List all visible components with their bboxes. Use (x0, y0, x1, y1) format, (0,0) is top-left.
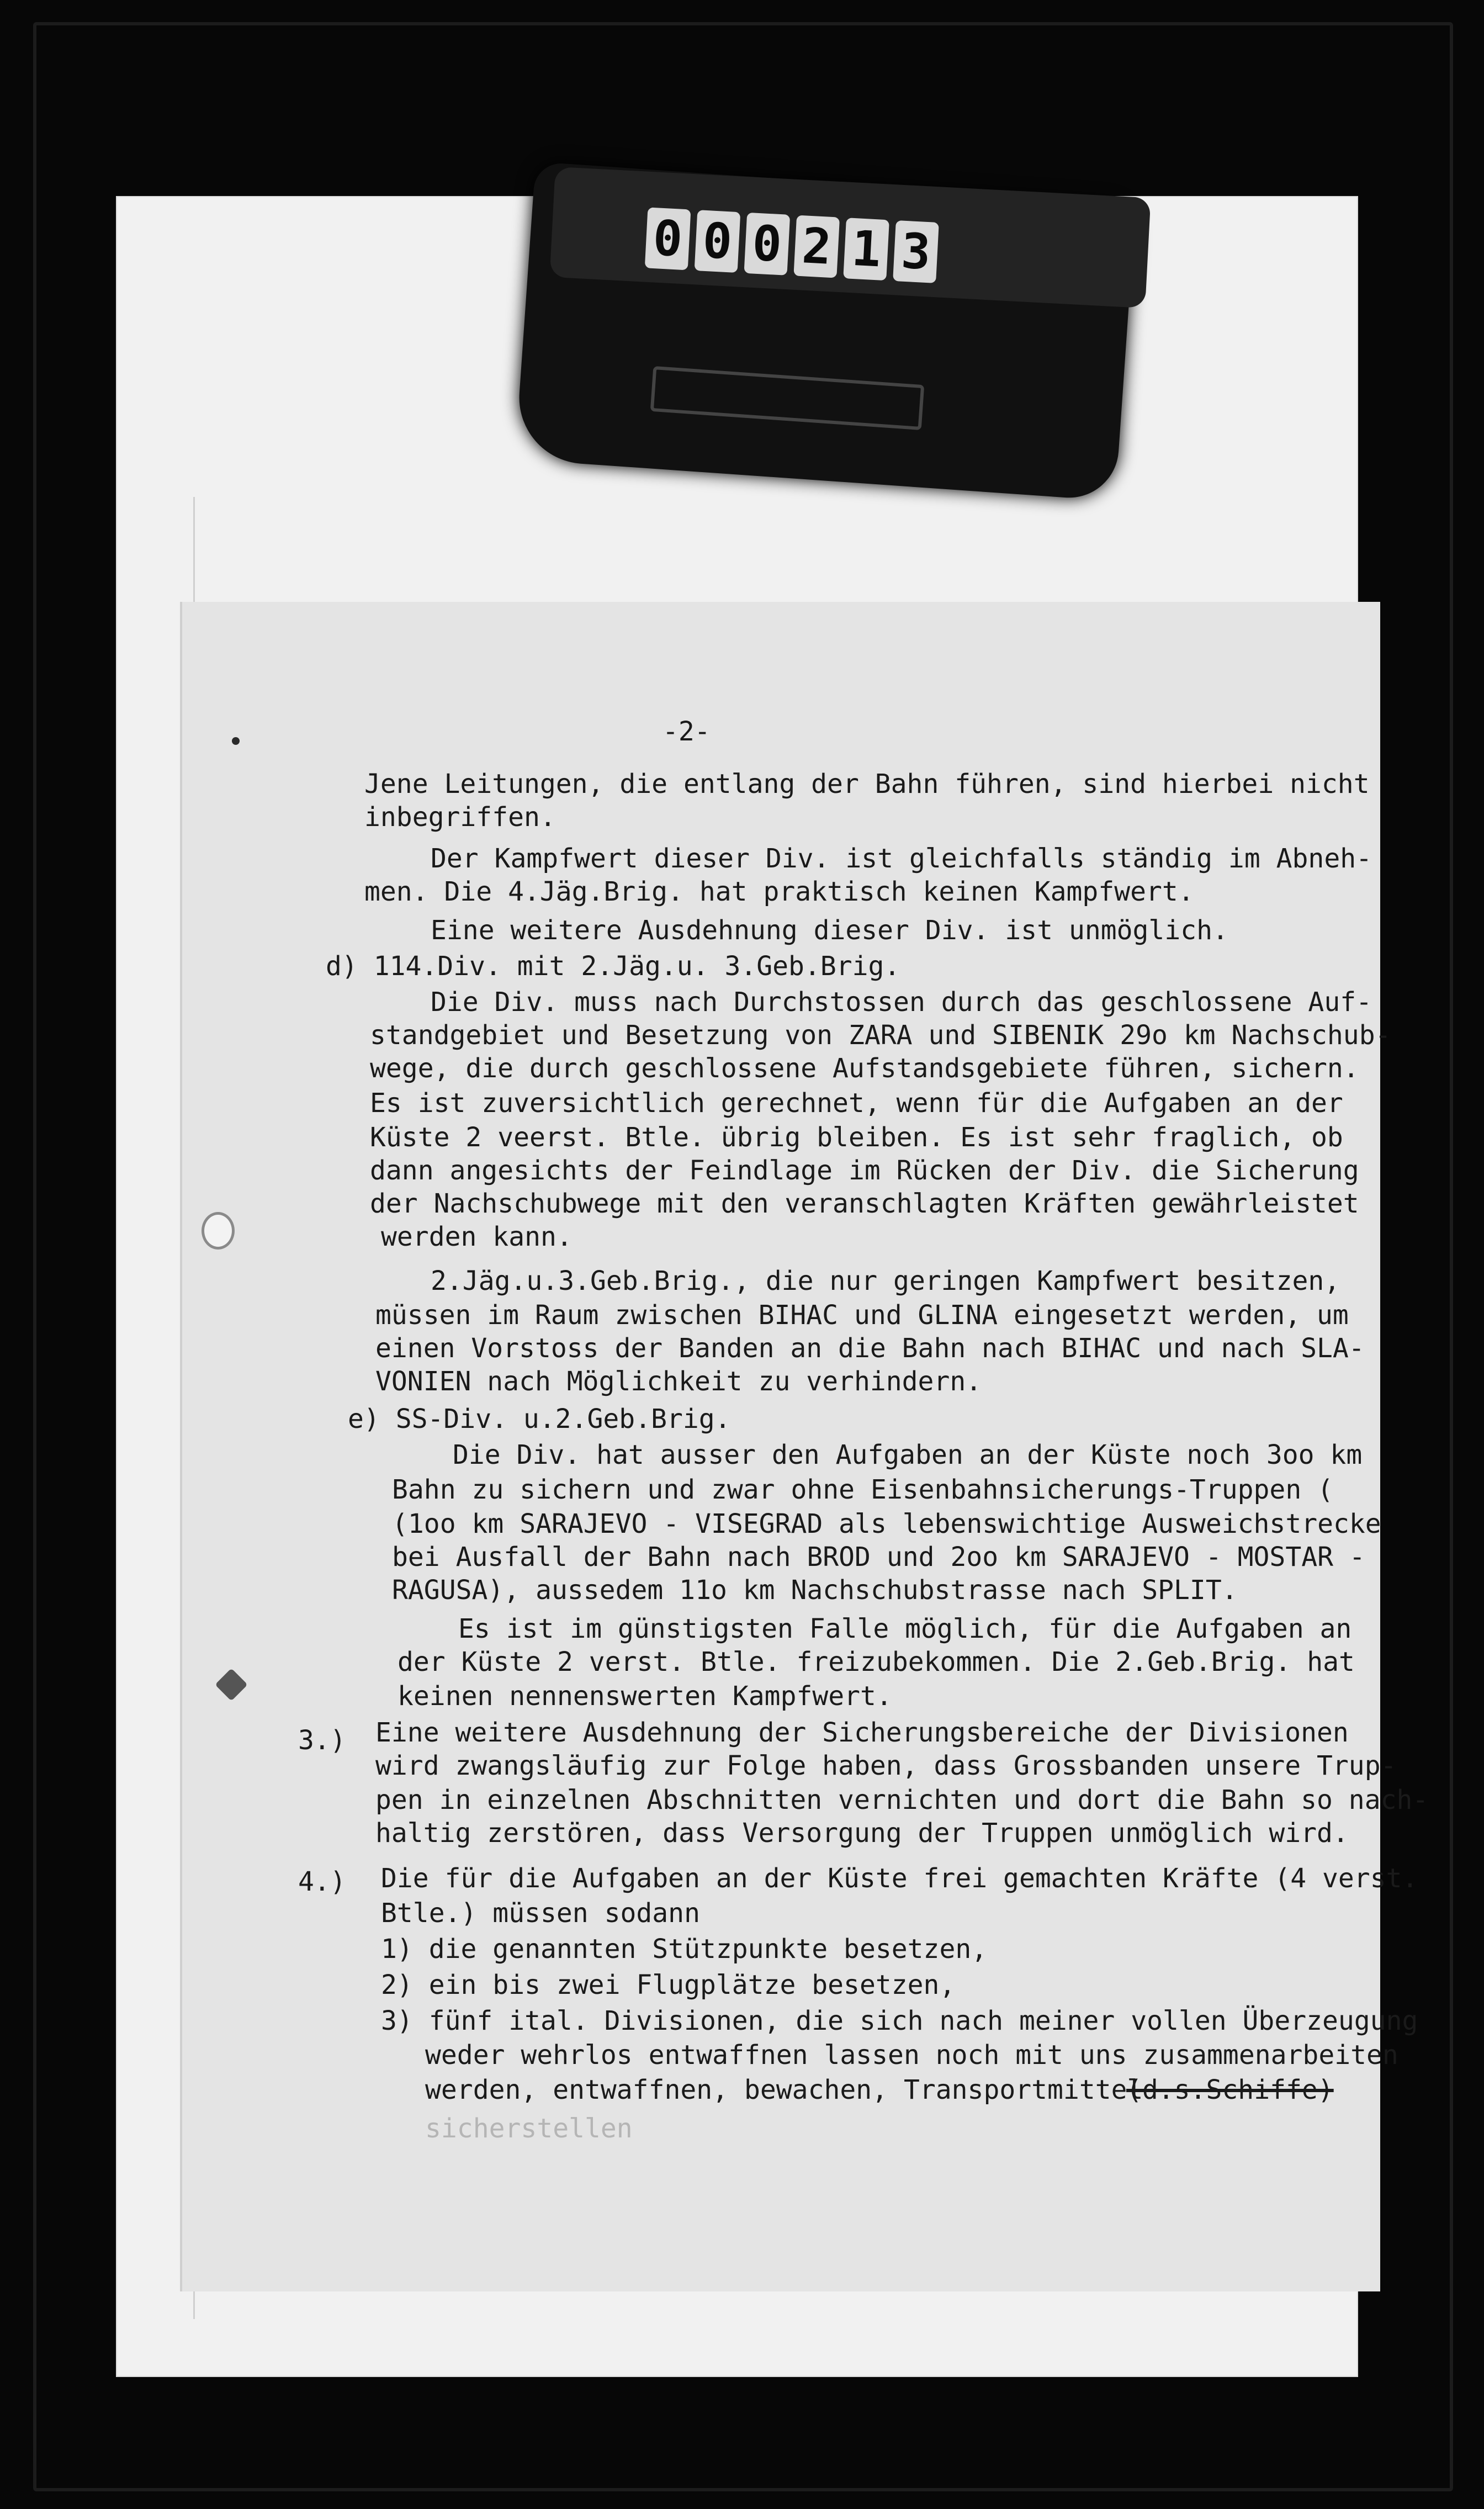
text-line: (1oo km SARAJEVO - VISEGRAD als lebenswichtige Ausweichstrecke (392, 1508, 1381, 1539)
text-line: Die Div. muss nach Durchstossen durch das geschlossene Auf- (431, 987, 1372, 1018)
text-line: Es ist zuversichtlich gerechnet, wenn für die Aufgaben an der (370, 1088, 1343, 1119)
text-line: Es ist im günstigsten Falle möglich, für die Aufgaben an (458, 1613, 1352, 1644)
text-line: 2.Jäg.u.3.Geb.Brig., die nur geringen Kampfwert besitzen, (431, 1266, 1340, 1296)
text-line: dann angesichts der Feindlage im Rücken der Div. die Sicherung (370, 1155, 1359, 1186)
list-item: 1) die genannten Stützpunkte besetzen, (381, 1934, 988, 1965)
text-line: wege, die durch geschlossene Aufstandsgebiete führen, sichern. (370, 1053, 1359, 1084)
text-line: inbegriffen. (364, 802, 556, 833)
text-line: Bahn zu sichern und zwar ohne Eisenbahnsicherungs-Truppen ( (392, 1474, 1334, 1505)
section-number: 4.) (298, 1866, 346, 1897)
counter-digit: 3 (893, 220, 939, 283)
text-line: Küste 2 veerst. Btle. übrig bleiben. Es ist sehr fraglich, ob (370, 1122, 1343, 1153)
text-line: men. Die 4.Jäg.Brig. hat praktisch keinen Kampfwert. (364, 876, 1194, 907)
text-line: wird zwangsläufig zur Folge haben, dass Grossbanden unsere Trup- (375, 1750, 1397, 1781)
text-line: keinen nennenswerten Kampfwert. (398, 1681, 892, 1712)
faint-text-line: sicherstellen (425, 2113, 633, 2144)
counter-digit: 0 (695, 210, 741, 273)
text-line: e) SS-Div. u.2.Geb.Brig. (348, 1404, 731, 1435)
text-line: d) 114.Div. mit 2.Jäg.u. 3.Geb.Brig. (326, 951, 900, 982)
text-line: Btle.) müssen sodann (381, 1898, 700, 1929)
text-line: Die für die Aufgaben an der Küste frei gemachten Kräfte (4 verst. (381, 1863, 1418, 1894)
text-line: Die Div. hat ausser den Aufgaben an der Küste noch 3oo km (453, 1439, 1363, 1470)
document-page (182, 602, 1429, 2291)
list-item: 3) fünf ital. Divisionen, die sich nach meiner vollen Überzeugung (381, 2005, 1418, 2036)
text-line: standgebiet und Besetzung von ZARA und SIBENIK 29o km Nachschub- (370, 1020, 1391, 1051)
text-line: Eine weitere Ausdehnung dieser Div. ist unmöglich. (431, 915, 1228, 946)
counter-digit: 0 (744, 213, 791, 276)
counter-digit: 2 (793, 215, 840, 278)
list-item: 2) ein bis zwei Flugplätze besetzen, (381, 1970, 956, 2000)
page-number: -2- (662, 716, 711, 747)
struck-text: (d.s.Schiffe) (1126, 2074, 1334, 2105)
text-line: weder wehrlos entwaffnen lassen noch mit uns zusammenarbeiten (425, 2040, 1398, 2071)
text-line: werden, entwaffnen, bewachen, Transportmittel (425, 2074, 1143, 2105)
text-line: VONIEN nach Möglichkeit zu verhindern. (375, 1366, 982, 1397)
text-line: haltig zerstören, dass Versorgung der Truppen unmöglich wird. (375, 1818, 1349, 1849)
counter-digit: 1 (843, 218, 889, 280)
text-line: der Nachschubwege mit den veranschlagten Kräften gewährleistet (370, 1188, 1359, 1219)
text-line: pen in einzelnen Abschnitten vernichten und dort die Bahn so nach- (375, 1785, 1429, 1815)
text-line: der Küste 2 verst. Btle. freizubekommen. Die 2.Geb.Brig. hat (398, 1647, 1355, 1677)
text-line: Eine weitere Ausdehnung der Sicherungsbereiche der Divisionen (375, 1717, 1349, 1748)
text-line: müssen im Raum zwischen BIHAC und GLINA eingesetzt werden, um (375, 1300, 1349, 1331)
text-line: werden kann. (381, 1221, 573, 1252)
text-line: Der Kampfwert dieser Div. ist gleichfalls ständig im Abneh- (431, 843, 1372, 874)
text-line: Jene Leitungen, die entlang der Bahn führen, sind hierbei nicht (364, 769, 1370, 800)
text-line: RAGUSA), aussedem 11o km Nachschubstrasse nach SPLIT. (392, 1575, 1238, 1606)
counter-digit: 0 (645, 207, 691, 270)
section-number: 3.) (298, 1725, 346, 1756)
text-line: einen Vorstoss der Banden an die Bahn nach BIHAC und nach SLA- (375, 1333, 1365, 1364)
text-line: bei Ausfall der Bahn nach BROD und 2oo km SARAJEVO - MOSTAR - (392, 1542, 1365, 1573)
